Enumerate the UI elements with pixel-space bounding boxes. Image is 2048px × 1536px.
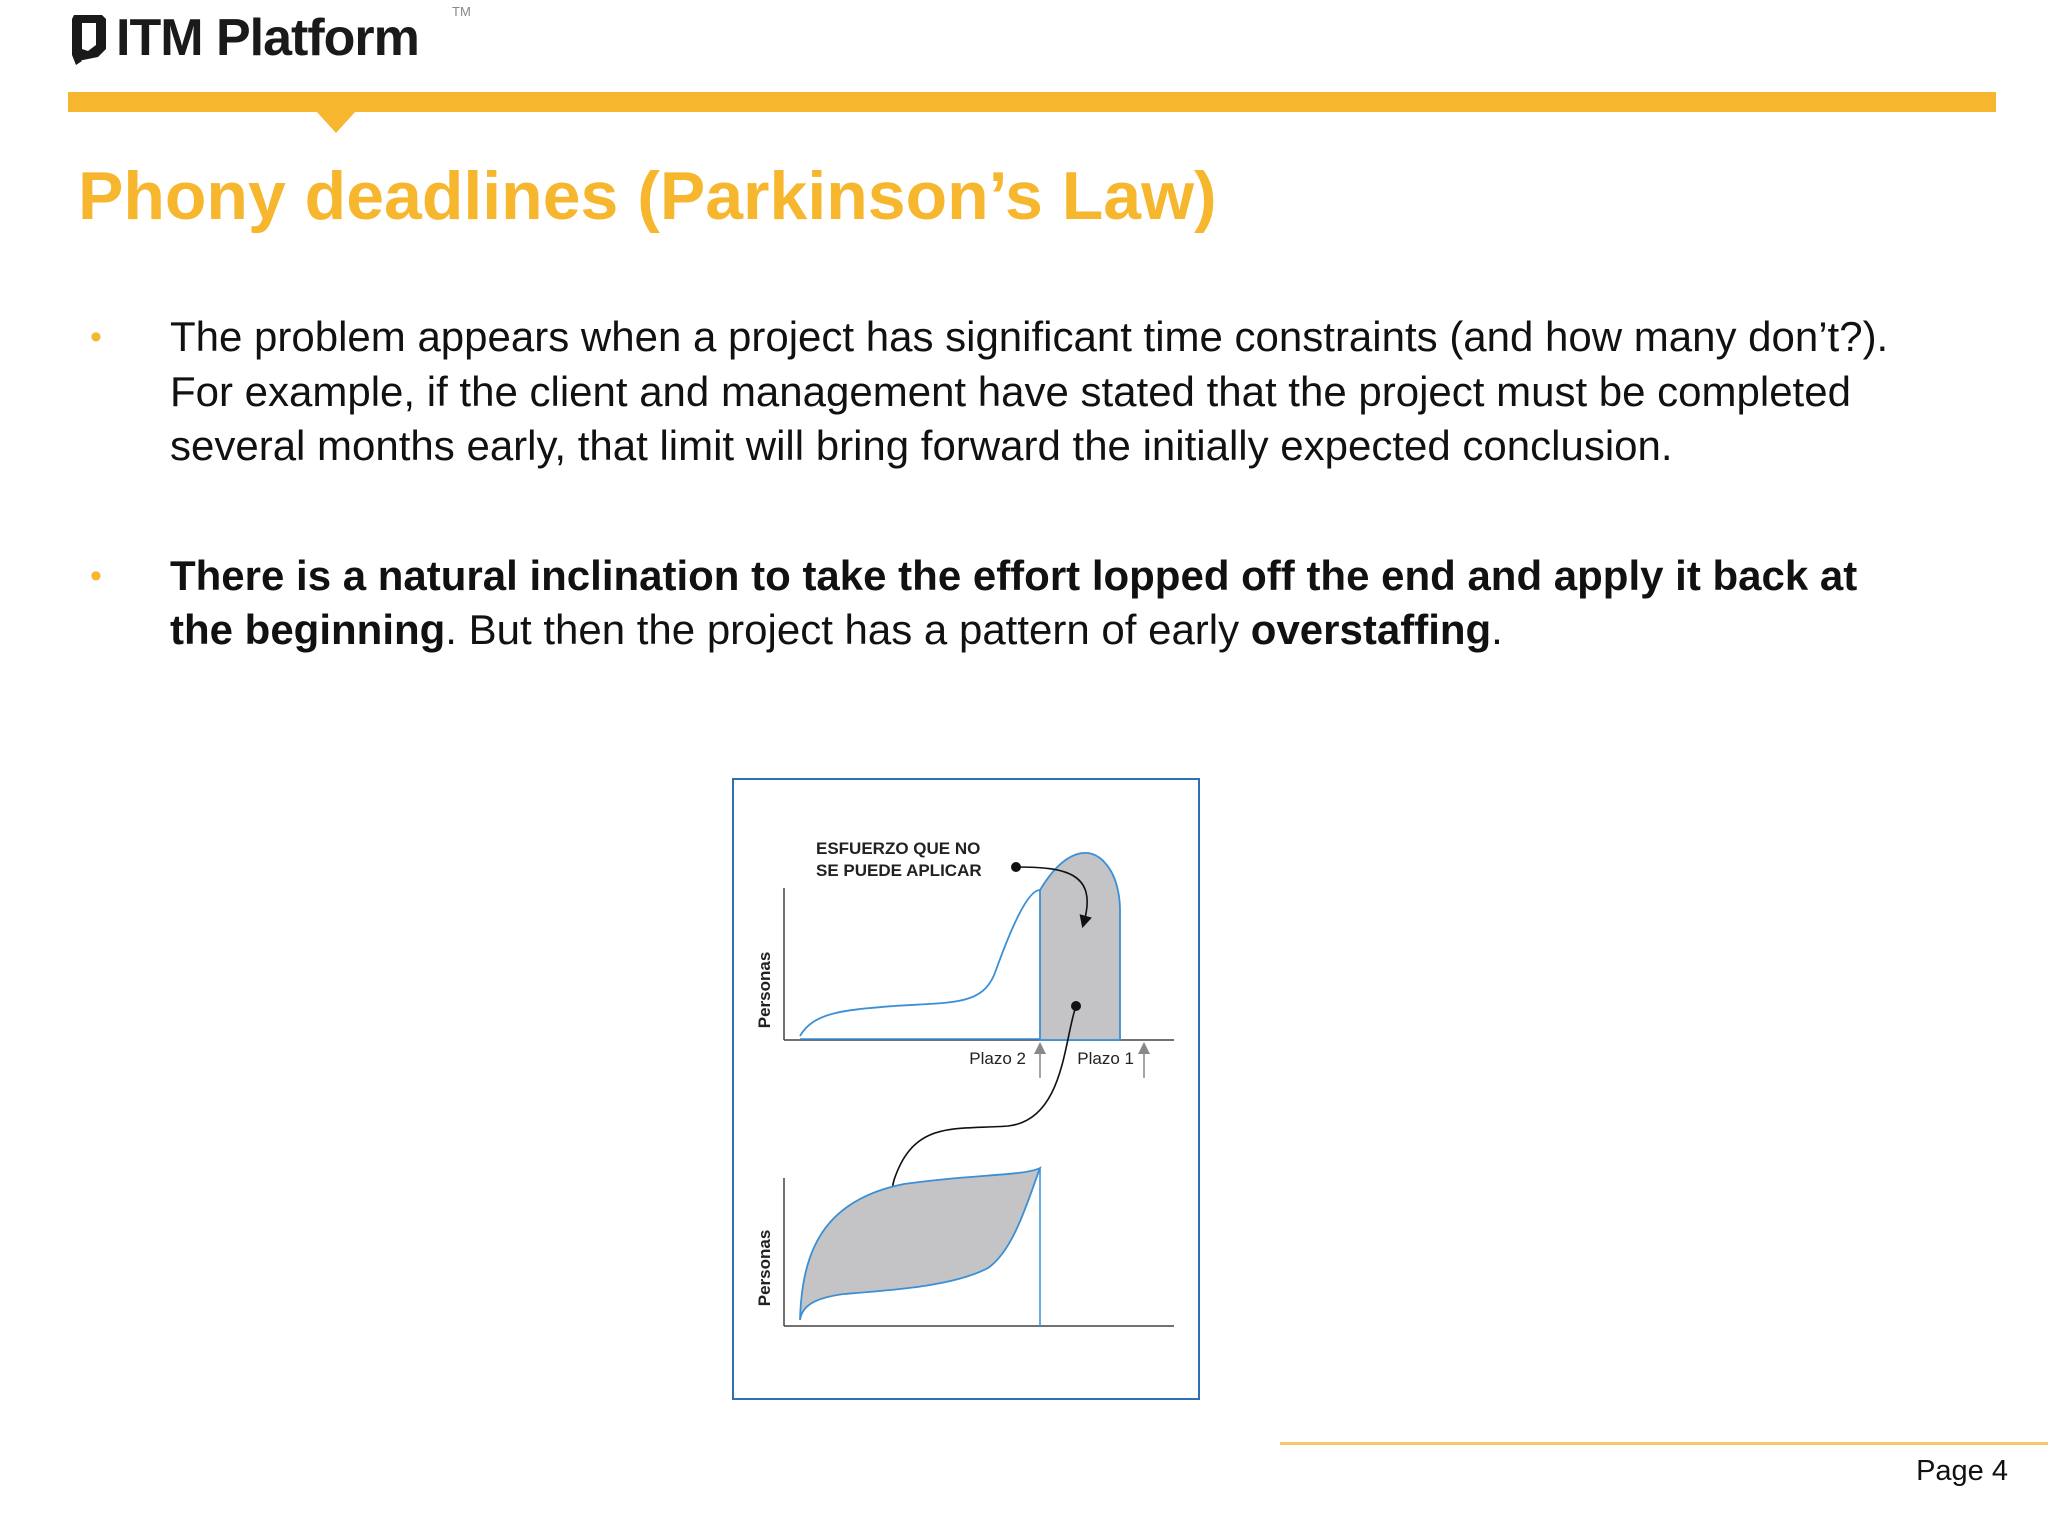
bullet-text-middle: . But then the project has a pattern of early	[445, 606, 1251, 653]
bullet-text-end: .	[1491, 606, 1503, 653]
brand-name: ITM Platform	[116, 9, 419, 67]
bullet-bold-end: overstaffing	[1250, 606, 1492, 653]
original-staffing-curve	[800, 890, 1040, 1036]
bullet-text: The problem appears when a project has significant time constraints (and how many don’t?). For example, if the client and management have stated that the project must be completed several months early, that limit will bring forward the initially expected conclusion.	[170, 313, 1889, 469]
deadline2-label: Plazo 2	[969, 1049, 1026, 1068]
annotation-line1: ESFUERZO QUE NO	[816, 839, 981, 858]
bullet-dot-icon: •	[90, 318, 102, 356]
staffing-diagram-svg	[734, 780, 1198, 1398]
top-chart	[755, 839, 1174, 1078]
bullet-item-1	[90, 310, 1910, 474]
itm-logo-mark-icon	[68, 11, 112, 65]
bullet-bold-lead: There is a natural inclination to take the effort lopped off the end and apply it back at the beginning	[170, 551, 1858, 653]
page-number: Page 4	[1916, 1455, 2008, 1487]
itm-platform-logo	[68, 6, 419, 70]
bottom-chart	[755, 1168, 1174, 1326]
header-notch-icon	[316, 111, 356, 133]
bullet-item-2	[90, 549, 1910, 658]
trademark-mark: TM	[452, 4, 471, 19]
bottom-ylabel: Personas	[755, 1229, 774, 1307]
bullet-list	[90, 310, 1910, 658]
deadline1-label: Plazo 1	[1077, 1049, 1134, 1068]
top-ylabel: Personas	[755, 951, 774, 1029]
footer-rule	[1280, 1442, 2048, 1445]
header-accent-bar	[68, 92, 1996, 112]
staffing-diagram	[732, 778, 1200, 1400]
bullet-dot-icon: •	[90, 556, 102, 595]
slide-title: Phony deadlines (Parkinson’s Law)	[78, 158, 1217, 234]
annotation-line2: SE PUEDE APLICAR	[816, 861, 982, 880]
front-loaded-effort-area	[800, 1168, 1040, 1320]
